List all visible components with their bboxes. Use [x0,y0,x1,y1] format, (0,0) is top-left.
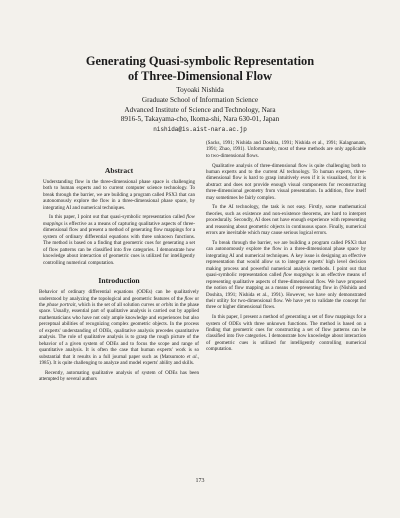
title-line-2: of Three-Dimensional Flow [127,69,273,83]
intro-paragraph-2: Recently, automating qualitative analysis of system of ODEs has been attempted by several authors [39,369,199,383]
intro-p1-text-a: Behavior of ordinary differential equations (ODEs) can be qualitatively understood by analyzing the topological and geometric features of the [39,289,199,302]
right-p3-emphasis: flow mappings [283,272,314,279]
intro-p1-text-c: , which is the set of all solution curves or [75,301,162,308]
abstract-p2-text-a: In this paper, I point out that quasi-symbolic representation called [49,214,187,221]
abstract-p2-emphasis: flow mappings [43,214,195,227]
title-line-1: Generating Quasi-symbolic Representation [85,54,315,68]
abstract-paragraph-1: Understanding flow in the three-dimensional phase space is challenging both to human experts and to current computer science technology. To break through the barrier, we are building a program called PSX3 that can autonomously explore the flow in a three-dimensional phase space, by integrating AI and numerical techniques. [43,179,195,211]
affiliation-line-1: Graduate School of Information Science [141,95,259,104]
author-name: Toyoaki Nishida [176,86,224,94]
right-paragraph-2: To the AI technology, the task is not easy. Firstly, some mathematical theories, such as existence and non-existence theorems, are hard to interpret procedurally. Secondly, AI does not have enough experience with representing and reasoning about geometric objects in continuous space. Finally, numerical errors are inevitable which may cause serious logical errors. [206,204,366,237]
intro-p1-text-e: , 1985). It is quite challenging to analyze and model experts' ability and skills. [39,353,199,367]
left-column [39,166,199,386]
right-p3-text-a: To break through the barrier, we are building a program called PSX3 that can autonomously explore the flow in a three-dimensional phase space by integrating AI and numerical techniques. A key issue is designing an effective representation that would allow us to integrate experts' high level decision making process and powerful numerical analysis methods. I point out that quasi-symbolic representation called [206,239,366,279]
author-email: nishida@is.aist-nara.ac.jp [153,126,247,134]
intro-p1-em-etal: et al. [186,353,198,360]
intro-p1-text-d: in the phase space. Usually, essential part of qualitative analysis is carried out by applied mathematicians who have not only ample knowledge and experiences but also perceptual abilities of recognizing complex geometric objects. In the process of experts' understanding of ODEs, qualitative analysis precedes quantitative analysis. The role of qualitative analysis is to grasp the rough picture of the behavior of a given system of ODEs and to focus the scope and range of quantitative analysis. It is often the case that human experts' work is so substantial that it results in a full journal paper such as (Matsumoto [39,301,199,360]
right-p3-text-b: is an effective means of representing qualitative aspects of three-dimensional flow. We have proposed the notion of flow mapping as a means of representing flow in (Nishida and Doshita, 1991; Nishida et al., 1991). However, we have only demonstrated their utility for two-dimensional flow. We have yet to validate the concept for three or higher dimensional flows. [206,272,366,311]
intro-p1-em-phase-portrait: phase portrait [46,301,76,308]
abstract-paragraph-2 [43,214,195,266]
intro-p1-text-b: or the [39,295,199,308]
introduction-heading: Introduction [98,276,140,286]
paper-title [20,54,380,84]
intro-p1-em-flow: flow [184,295,194,302]
right-paragraph-4: In this paper, I present a method of generating a set of flow mappings for a system of ODEs with three unknown functions. The method is based on a finding that geometric cues for constructing a set of flow patterns can be classified into five categories. I demonstrate how knowledge about interaction of geometric cues is utilized for intelligently controlling numerical computation. [206,314,366,353]
address-line: 8916-5, Takayama-cho, Ikoma-shi, Nara 630-01, Japan [120,115,280,124]
right-paragraph-3 [206,240,366,311]
right-column [206,140,366,356]
affiliation-line-2: Advanced Institute of Science and Technology, Nara [124,105,276,114]
right-paragraph-0: (Sacks, 1991; Nishida and Doshita, 1991; Nishida et al., 1991; Kalagnanam, 1991; Zhao, 1991). Unfortunately, most of these methods are only applicable to two-dimensional flows. [206,140,366,159]
abstract-body [39,179,199,266]
page-number: 173 [195,478,205,484]
author-block [40,86,360,135]
abstract-p2-text-b: is effective as a means of capturing qualitative aspects of three-dimensional flow and present a method of generating flow mappings for a system of ordinary differential equations with three unknown functions. The method is based on a finding that geometric cues for generating a set of flow patterns can be classified into five categories. I demonstrate how knowledge about interaction of geometric cues is utilized for intelligently controlling numerical computation. [43,220,195,266]
right-paragraph-1: Qualitative analysis of three-dimensional flow is quite challenging both to human experts and to the current AI technology. To human experts, three-dimensional flow is hard to grasp intuitively even if it is visualized, for it is abstract and does not provide enough visual components for reconstructing three-dimensional geometry from visual presentation. In addition, flow itself may sometimes be fairly complex. [206,162,366,201]
intro-p1-em-orbits: orbits [161,301,174,308]
abstract-heading: Abstract [104,166,134,175]
intro-paragraph-1 [39,289,199,366]
